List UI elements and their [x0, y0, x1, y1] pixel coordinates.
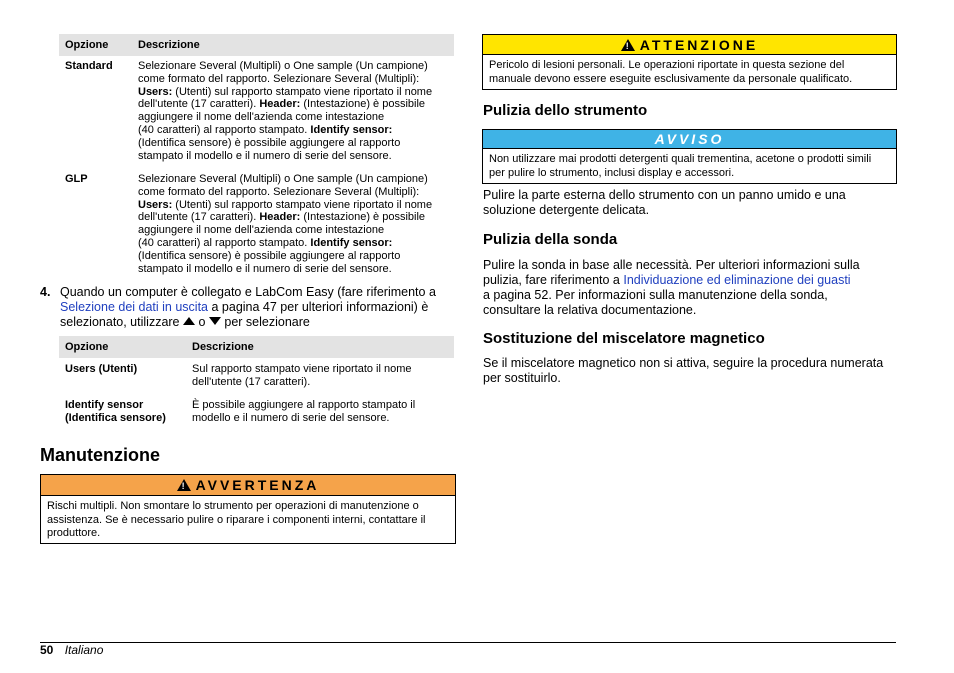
arrow-down-icon	[209, 317, 221, 325]
page-number: 50	[40, 643, 54, 657]
link-selezione-dati[interactable]: Selezione dei dati in uscita	[60, 300, 209, 314]
step-4-line1: Quando un computer è collegato e LabCom Easy (fare riferimento a	[60, 285, 436, 299]
footer-rule	[40, 642, 896, 643]
desc-line: Users: (Utenti) sul rapporto stampato viene riportato il nome	[138, 85, 433, 98]
caution-box	[482, 34, 897, 90]
table2-row-identify-desc: È possibile aggiungere al rapporto stampato il modello e il numero di serie del sensore.	[192, 399, 416, 424]
step-4-number: 4.	[40, 285, 51, 299]
warning-triangle-icon	[621, 39, 635, 51]
table1-col-desc: Descrizione	[138, 39, 200, 51]
table2-row-users-desc: Sul rapporto stampato viene riportato il nome dell'utente (17 caratteri).	[192, 363, 412, 388]
desc-line: Selezionare Several (Multipli) o One sample (Un campione)	[138, 173, 428, 185]
desc-line: dell'utente (17 caratteri). Header: (Intestazione) è possibile	[138, 211, 426, 224]
step-4-line3: selezionato, utilizzare o per selezionare	[60, 315, 310, 329]
desc-line: stampato il modello e il numero di serie del sensore.	[138, 262, 392, 275]
desc-line: Users: (Utenti) sul rapporto stampato viene riportato il nome	[138, 198, 433, 211]
notice-label: AVVISO	[654, 131, 725, 147]
warning-triangle-icon	[177, 479, 191, 491]
table1-row-standard-key: Standard	[65, 60, 113, 72]
pulizia-sonda-text: Pulire la sonda in base alle necessità. Per ulteriori informazioni sulla pulizia, fare riferimento a Individuazione ed eliminazione dei guasti a pagina 52. Per informazioni sulla manutenzione della sonda, consultare la relativa documentazione.	[483, 258, 860, 317]
warning-box	[40, 474, 456, 544]
footer	[40, 643, 103, 657]
section-title-pulizia-strumento: Pulizia dello strumento	[483, 102, 648, 119]
table1-row-glp-desc	[138, 173, 448, 275]
miscelatore-text: Se il miscelatore magnetico non si attiva, seguire la procedura numerata per sostituirlo.	[483, 356, 884, 385]
desc-line: aggiungere il nome dell'azienda come intestazione	[138, 111, 385, 124]
pulizia-strumento-text: Pulire la parte esterna dello strumento con un panno umido e una soluzione detergente delicata.	[483, 188, 846, 217]
warning-header	[41, 475, 455, 496]
section-title-miscelatore: Sostituzione del miscelatore magnetico	[483, 330, 765, 347]
table2-header	[59, 336, 454, 358]
table1-header	[59, 34, 454, 56]
step-4	[40, 285, 454, 330]
notice-text: Non utilizzare mai prodotti detergenti quali trementina, acetone o prodotti simili per pulire lo strumento, inclusi display e accessori.	[489, 153, 872, 179]
desc-line: come formato del rapporto. Selezionare Several (Multipli):	[138, 185, 420, 198]
link-individuazione-guasti[interactable]: Individuazione ed eliminazione dei guasti	[623, 273, 851, 287]
desc-line: (Identifica sensore) è possibile aggiungere al rapporto	[138, 249, 401, 262]
section-title-manutenzione: Manutenzione	[40, 445, 160, 465]
desc-line: (40 caratteri) al rapporto stampato. Identify sensor:	[138, 123, 393, 136]
caution-text: Pericolo di lesioni personali. Le operazioni riportate in questa sezione del manuale devono essere eseguite esclusivamente da personale qualificato.	[489, 59, 853, 85]
caution-label: ATTENZIONE	[639, 36, 759, 53]
desc-line: dell'utente (17 caratteri). Header: (Intestazione) è possibile	[138, 98, 426, 111]
desc-line: (40 caratteri) al rapporto stampato. Identify sensor:	[138, 236, 393, 249]
table1-row-glp-key: GLP	[65, 173, 88, 185]
desc-line: come formato del rapporto. Selezionare Several (Multipli):	[138, 72, 420, 85]
table2-col-option: Opzione	[65, 341, 109, 353]
step-4-line2: Selezione dei dati in uscita a pagina 47 per ulteriori informazioni) è	[60, 300, 429, 314]
caution-header	[483, 35, 896, 55]
table2-col-desc: Descrizione	[192, 341, 254, 353]
table1-row-standard-desc	[138, 60, 448, 162]
desc-line: Selezionare Several (Multipli) o One sample (Un campione)	[138, 60, 428, 72]
arrow-up-icon	[183, 317, 195, 325]
warning-label: AVVERTENZA	[195, 477, 320, 493]
footer-language: Italiano	[64, 643, 104, 657]
notice-box	[482, 129, 897, 184]
table1-col-option: Opzione	[65, 39, 109, 51]
table2-row-identify-key: Identify sensor (Identifica sensore)	[65, 399, 166, 424]
section-title-pulizia-sonda: Pulizia della sonda	[483, 231, 618, 248]
desc-line: aggiungere il nome dell'azienda come intestazione	[138, 224, 385, 237]
warning-text: Rischi multipli. Non smontare lo strumento per operazioni di manutenzione o assistenza. Se è necessario pulire o riparare i componenti interni, contattare il produttore.	[47, 500, 426, 539]
desc-line: stampato il modello e il numero di serie del sensore.	[138, 149, 392, 162]
desc-line: (Identifica sensore) è possibile aggiungere al rapporto	[138, 136, 401, 149]
notice-header	[483, 130, 896, 149]
table2-row-users-key: Users (Utenti)	[65, 363, 138, 375]
